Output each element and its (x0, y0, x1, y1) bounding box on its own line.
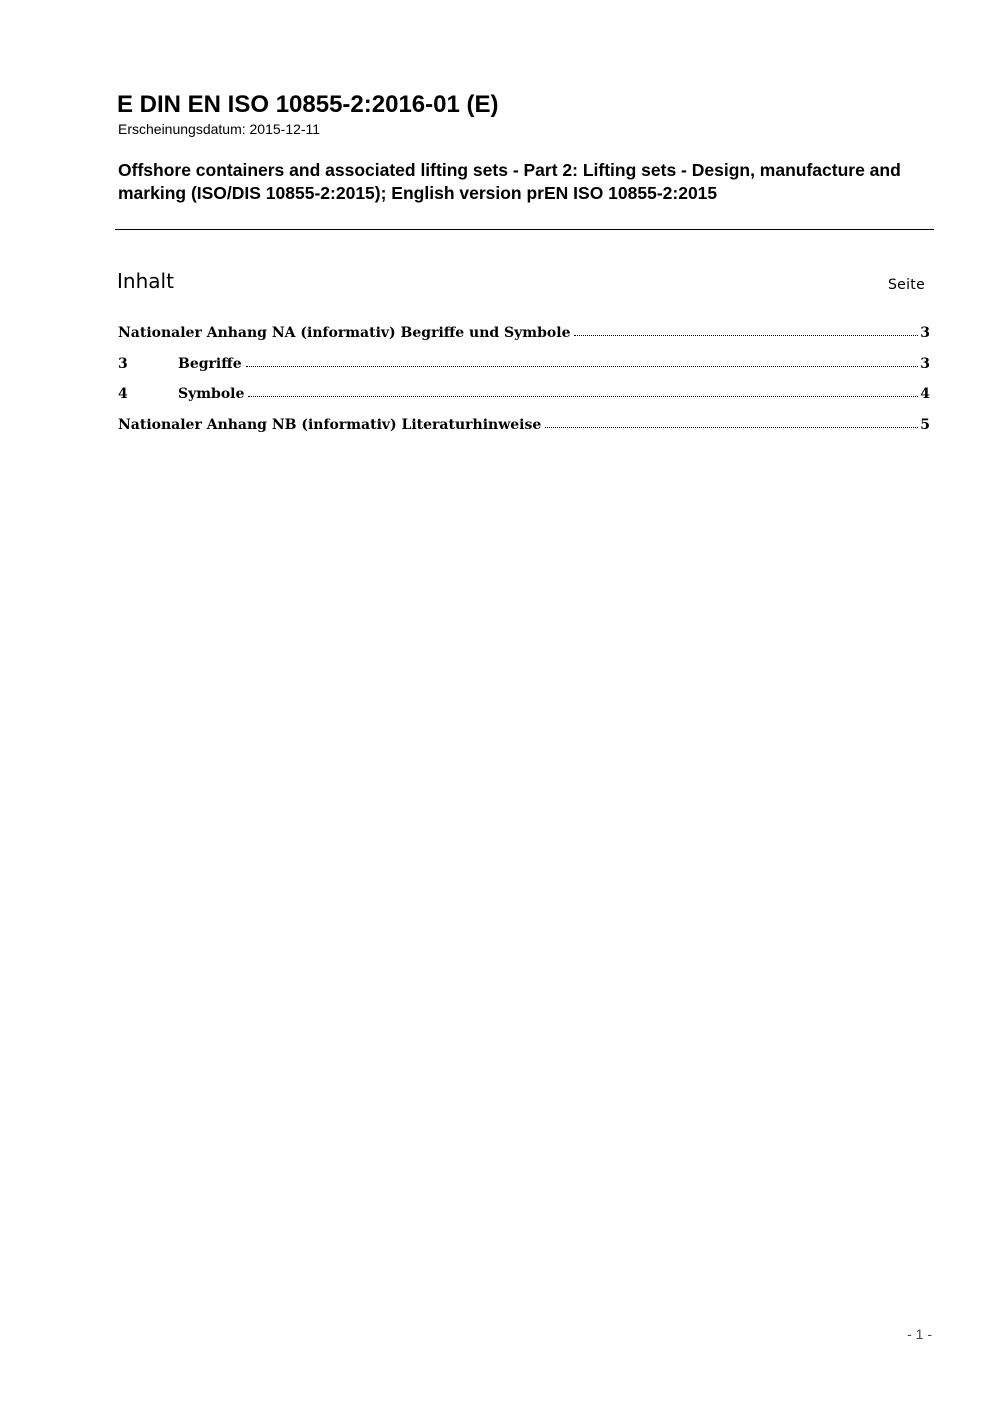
toc-entry-page: 3 (920, 325, 930, 341)
toc-entry-number: 4 (118, 386, 128, 402)
toc-entry-number: 3 (118, 355, 128, 372)
document-id: E DIN EN ISO 10855-2:2016-01 (E) (117, 91, 499, 118)
table-of-contents (118, 325, 930, 447)
toc-dot-leader (574, 335, 918, 336)
toc-entry-label: Begriffe (178, 355, 242, 372)
toc-dot-leader (545, 427, 918, 428)
document-title: Offshore containers and associated lifting sets - Part 2: Lifting sets - Design, manufacture and marking (ISO/DIS 10855-2:2015); English version prEN ISO 10855-2:2015 (118, 160, 901, 203)
toc-entry-page: 4 (920, 386, 930, 402)
toc-entry-page: 5 (920, 416, 930, 433)
toc-entry-label: Nationaler Anhang NA (informativ) Begriffe und Symbole (118, 325, 571, 341)
page-number: - 1 - (907, 1326, 932, 1342)
toc-entry-symbole[interactable] (118, 386, 930, 417)
toc-dot-leader (248, 396, 918, 397)
toc-entry-begriffe[interactable] (118, 356, 930, 387)
toc-entry-page: 3 (920, 355, 930, 372)
toc-heading: Inhalt (117, 269, 174, 293)
toc-entry-annex-na[interactable] (118, 325, 930, 356)
toc-entry-annex-nb[interactable] (118, 417, 930, 448)
title-divider (115, 229, 934, 230)
toc-entry-label: Symbole (178, 386, 245, 402)
toc-page-label: Seite (888, 277, 925, 293)
toc-entry-label: Nationaler Anhang NB (informativ) Literaturhinweise (118, 416, 542, 433)
toc-dot-leader (246, 366, 919, 367)
publication-date: Erscheinungsdatum: 2015-12-11 (118, 121, 321, 137)
